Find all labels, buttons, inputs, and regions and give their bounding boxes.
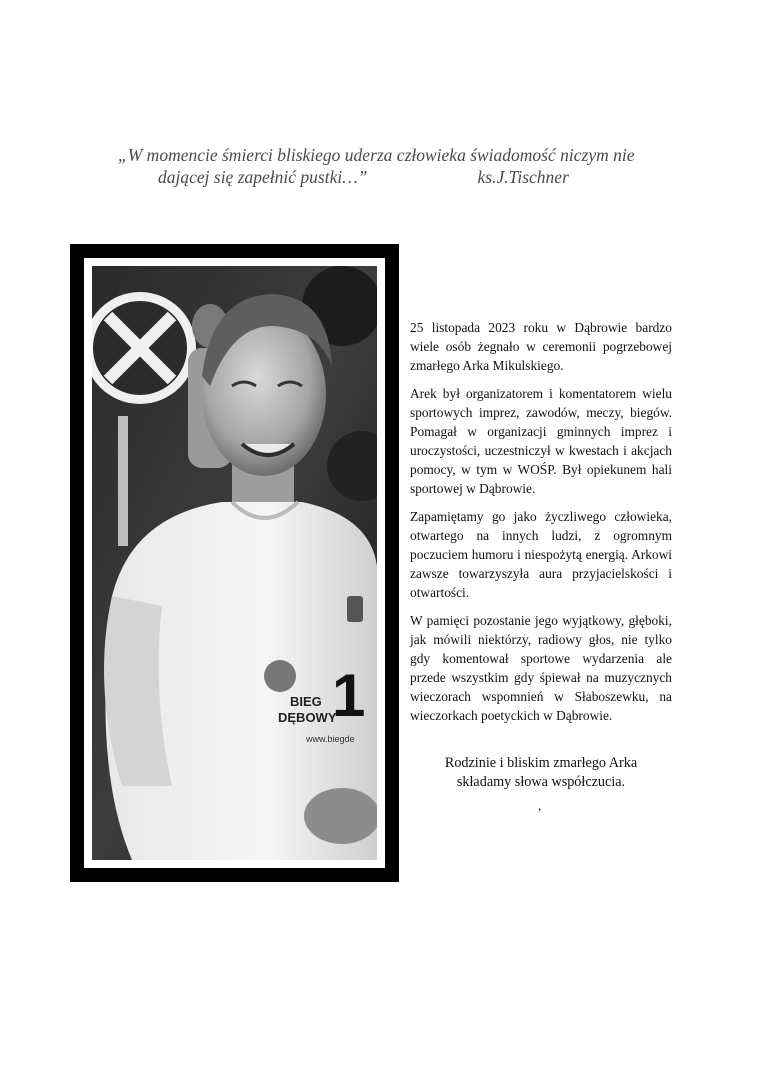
portrait-photo bbox=[92, 266, 377, 860]
quote-line-2 bbox=[90, 166, 690, 188]
portrait-illustration bbox=[92, 266, 377, 860]
shirt-text-2: DĘBOWY bbox=[278, 710, 337, 725]
paragraph-3: Zapamiętamy go jako życzliwego człowieka, otwartego na innych ludzi, z ogromnym poczuciem humoru i niespożytą energią. Arkowi zawsze towarzyszyła aura przyjacielskości i otwartości. bbox=[410, 509, 672, 600]
condolences bbox=[410, 754, 672, 792]
condolences-line-2: składamy słowa współczucia. bbox=[456, 774, 626, 790]
paragraph-2: Arek był organizatorem i komentatorem wielu sportowych imprez, zawodów, meczy, biegów. Pomagał w organizacji gminnych imprez i uroczystości, uczestniczył w kwestach i akcjach pomocy, w tym w WOŚP. Był opiekunem hali sportowej w Dąbrowie. bbox=[410, 386, 672, 496]
shirt-url: www.biegde bbox=[306, 734, 355, 744]
memorial-photo-frame bbox=[70, 244, 399, 882]
paragraph-4: W pamięci pozostanie jego wyjątkowy, głęboki, jak mówili niektórzy, radiowy głos, nie tylko gdy komentował sportowe wydarzenia ale przede wszystkim gdy śpiewał na muzycznych wieczorach wspomnień w Słaboszewku, na wieczorkach poetyckich w Dąbrowie. bbox=[410, 613, 672, 723]
shirt-number: 1 bbox=[332, 662, 366, 729]
condolences-line-1: Rodzinie i bliskim zmarłego Arka bbox=[444, 755, 638, 771]
epigraph-quote bbox=[90, 144, 690, 188]
quote-line-1: „W momencie śmierci bliskiego uderza człowieka świadomość niczym nie bbox=[118, 145, 635, 165]
shirt-text-1: BIEG bbox=[290, 694, 322, 709]
quote-author: ks.J.Tischner bbox=[477, 167, 569, 187]
quote-line-2-text: dającej się zapełnić pustki…” bbox=[158, 167, 368, 187]
shirt-badge-icon bbox=[347, 596, 363, 622]
paragraph-1: 25 listopada 2023 roku w Dąbrowie bardzo wiele osób żegnało w ceremonii pogrzebowej zmarłego Arka Mikulskiego. bbox=[410, 320, 672, 373]
obituary-text bbox=[410, 318, 672, 734]
stray-mark: , bbox=[538, 798, 542, 813]
